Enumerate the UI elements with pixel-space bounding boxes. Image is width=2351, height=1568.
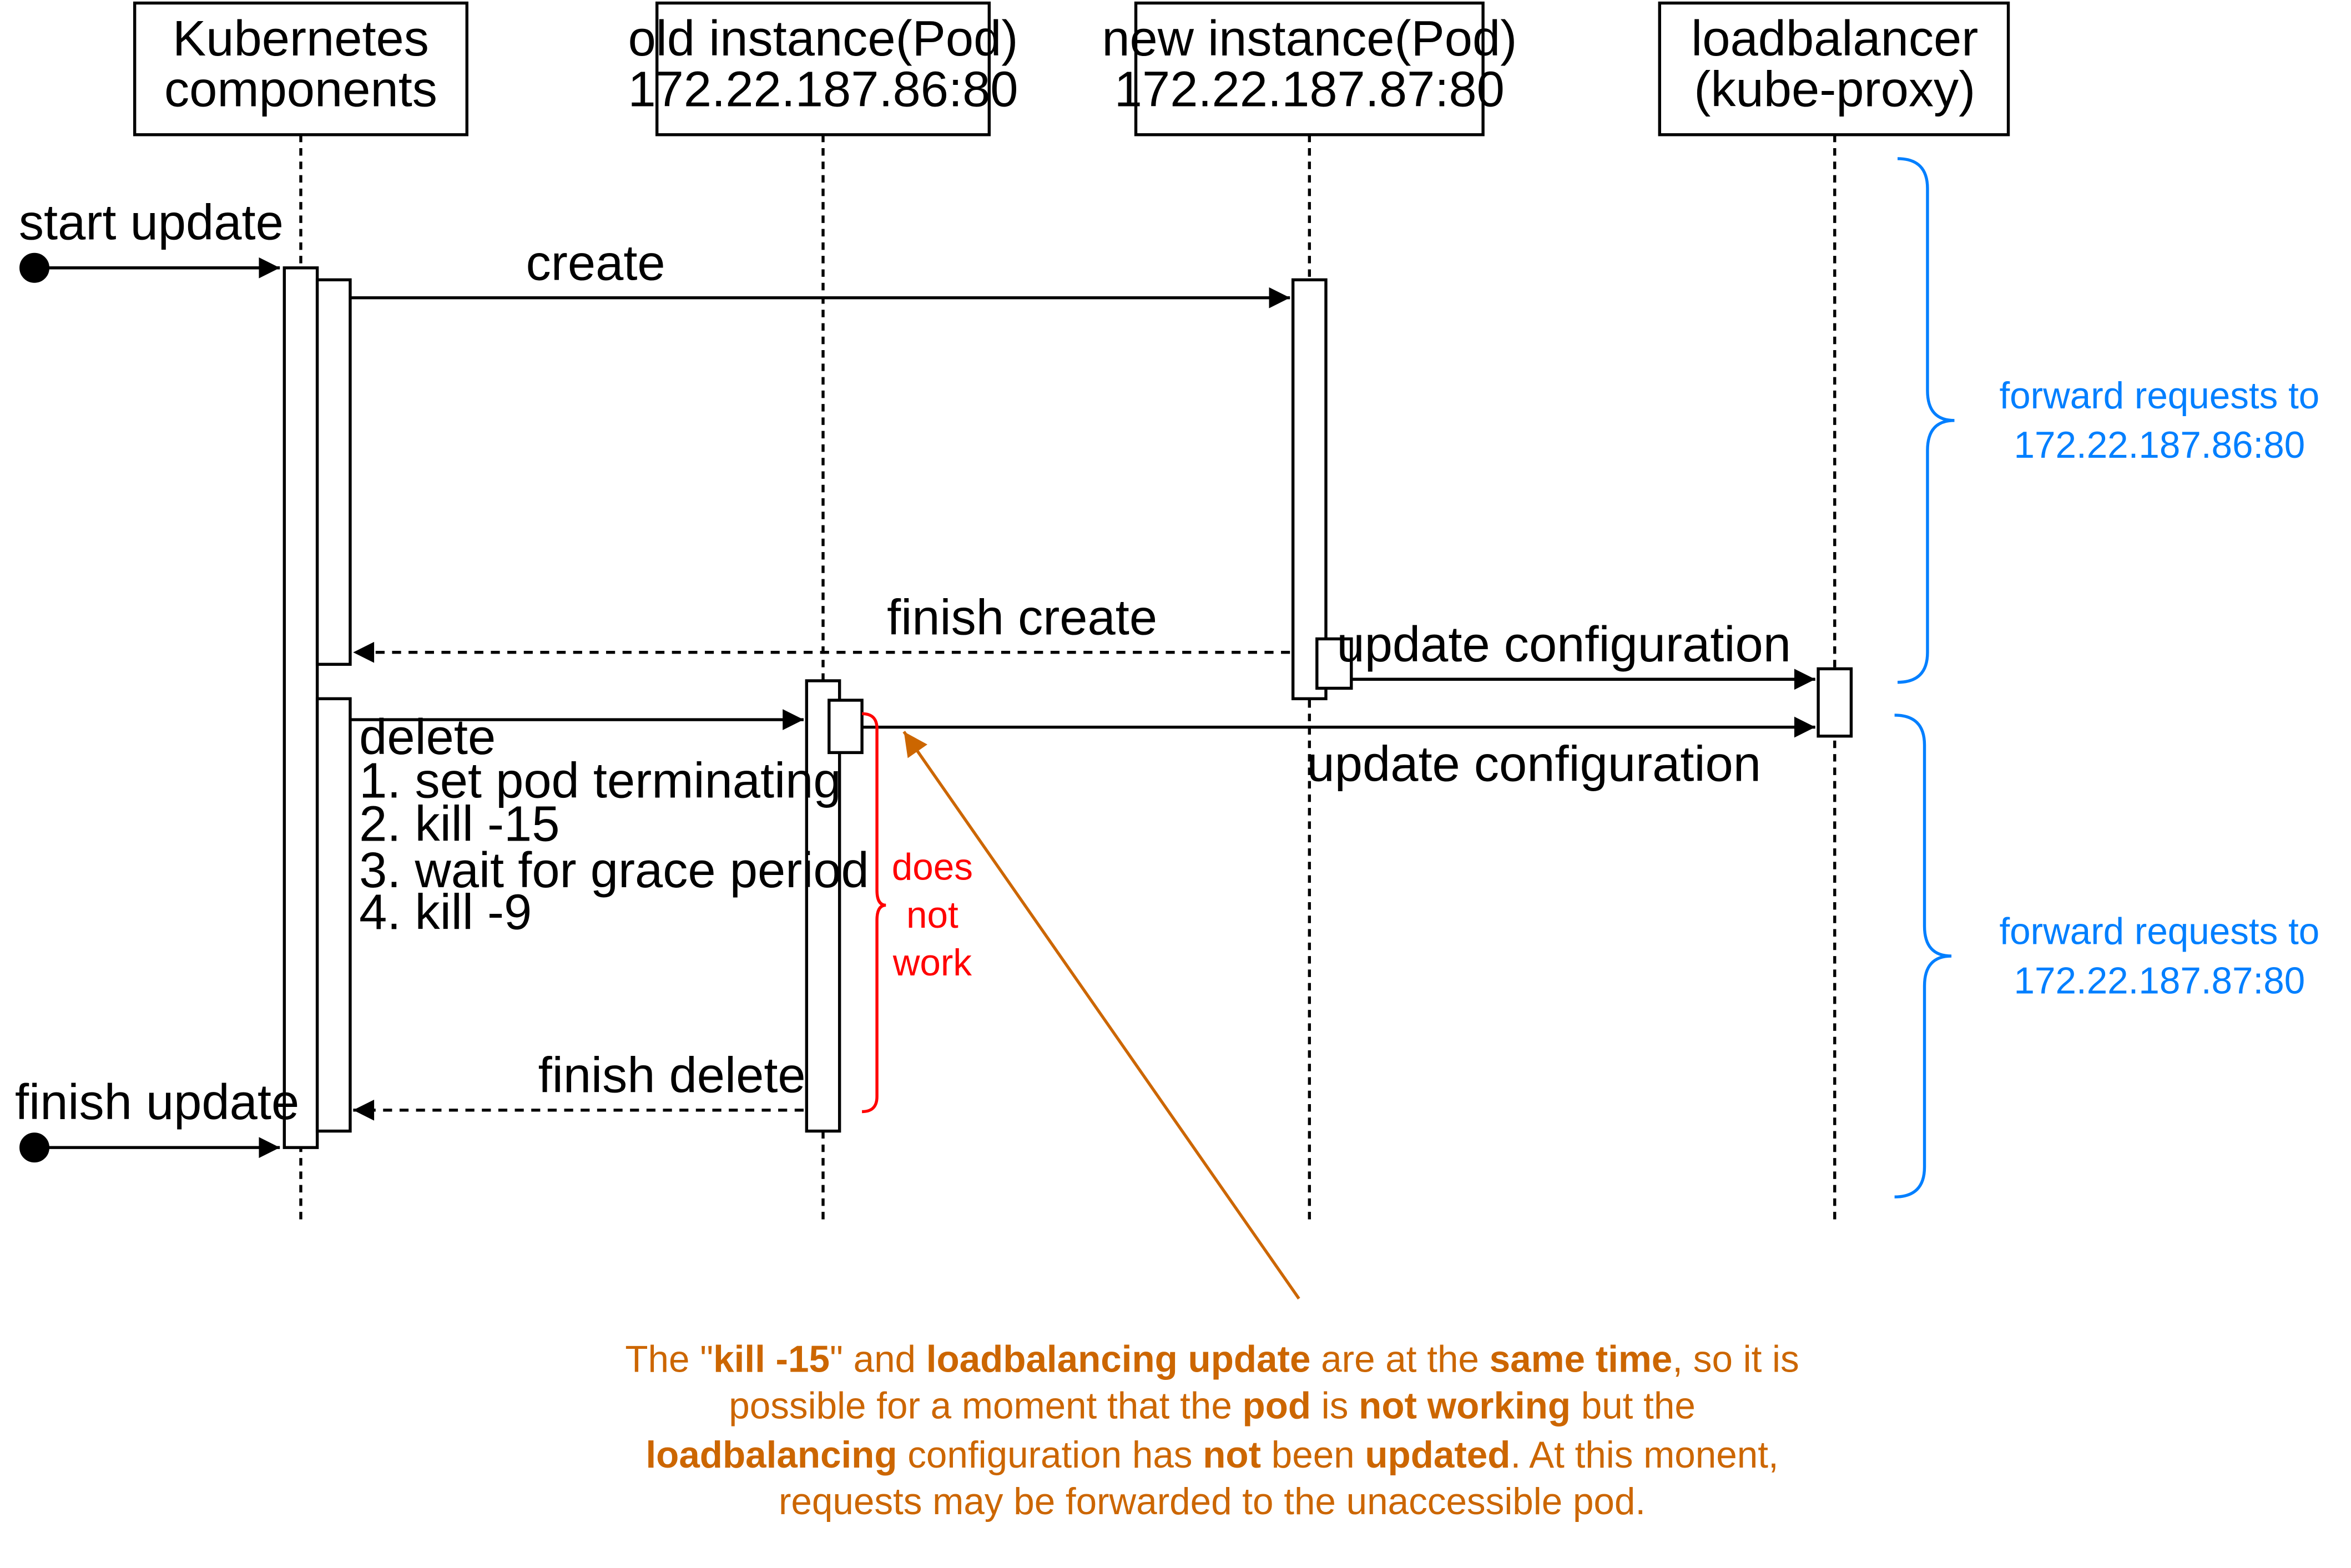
forward-1-line2: 172.22.187.86:80 <box>2014 424 2305 467</box>
delete-step-3: 3. wait for grace period <box>359 842 869 899</box>
does-not-work-line3: work <box>892 942 972 984</box>
does-not-work-label <box>892 847 973 984</box>
note-segment: been <box>1261 1434 1365 1476</box>
note-segment: not working <box>1359 1385 1571 1427</box>
note-segment: possible for a moment that the <box>729 1385 1243 1427</box>
note-line-2 <box>729 1385 1696 1427</box>
note-segment: . At this monent, <box>1510 1434 1779 1476</box>
note-segment: The " <box>625 1338 714 1380</box>
delete-step-2: 2. kill -15 <box>359 796 560 852</box>
activation-new-pod <box>1293 280 1326 699</box>
note-segment: updated <box>1365 1434 1511 1476</box>
participant-loadbalancer <box>1659 3 2008 134</box>
participant-old-pod-line2: 172.22.187.86:80 <box>628 61 1018 118</box>
participant-k8s-line2: components <box>164 61 437 118</box>
note-segment: pod <box>1242 1385 1311 1427</box>
note-segment: are at the <box>1310 1338 1490 1380</box>
forward-brace-bottom <box>1895 715 1951 1197</box>
forward-label-1 <box>1999 375 2319 466</box>
note-segment: but the <box>1571 1385 1696 1427</box>
participant-k8s-line1: Kubernetes <box>173 10 429 67</box>
forward-2-line2: 172.22.187.87:80 <box>2014 960 2305 1002</box>
note-line-3 <box>645 1434 1778 1476</box>
participant-new-pod-line1: new instance(Pod) <box>1102 10 1517 67</box>
note-pointer-arrow <box>904 732 1299 1299</box>
note-line-1 <box>625 1339 1799 1380</box>
note-segment: is <box>1311 1385 1359 1427</box>
update-config-old-label: update configuration <box>1306 736 1762 792</box>
participant-loadbalancer-line2: (kube-proxy) <box>1694 61 1976 118</box>
forward-brace-top <box>1898 159 1954 682</box>
does-not-work-line2: not <box>906 894 958 936</box>
note-segment: kill -15 <box>713 1338 830 1380</box>
note-segment: requests may be forwarded to the unaccessible pod. <box>778 1480 1646 1523</box>
activations <box>284 268 1851 1147</box>
participant-loadbalancer-line1: loadbalancer <box>1691 10 1979 67</box>
delete-label: delete <box>359 709 496 766</box>
finish-create-label: finish create <box>887 589 1158 646</box>
finish-update-label: finish update <box>15 1074 300 1130</box>
participant-new-pod-line2: 172.22.187.87:80 <box>1114 61 1505 118</box>
does-not-work-bracket <box>862 714 886 1111</box>
activation-k8s-delete <box>317 699 350 1131</box>
explanation-note <box>625 1339 1799 1523</box>
activation-k8s-main <box>284 268 317 1147</box>
note-segment: , so it is <box>1672 1338 1799 1380</box>
participant-old-pod-line1: old instance(Pod) <box>628 10 1018 67</box>
note-segment: not <box>1203 1434 1262 1476</box>
activation-old-pod-config <box>829 700 862 752</box>
participant-old-pod <box>628 3 1018 134</box>
note-segment: configuration has <box>897 1434 1203 1476</box>
forward-1-line1: forward requests to <box>1999 375 2320 417</box>
note-segment: same time <box>1489 1338 1673 1380</box>
delete-step-4: 4. kill -9 <box>359 884 532 940</box>
note-line-4 <box>779 1481 1646 1523</box>
participant-k8s <box>135 3 467 134</box>
update-config-new-label: update configuration <box>1336 616 1791 672</box>
participant-new-pod <box>1102 3 1517 134</box>
activation-k8s-create <box>317 280 350 664</box>
note-segment: loadbalancing update <box>926 1338 1311 1380</box>
finish-delete-label: finish delete <box>538 1047 806 1104</box>
forward-label-2 <box>1999 911 2319 1002</box>
does-not-work-line1: does <box>891 846 973 888</box>
create-label: create <box>526 235 665 291</box>
note-segment: " and <box>829 1338 926 1380</box>
activation-loadbalancer <box>1818 669 1851 736</box>
forward-2-line1: forward requests to <box>1999 911 2320 953</box>
delete-step-1: 1. set pod terminating <box>359 752 841 809</box>
note-segment: loadbalancing <box>645 1434 897 1476</box>
start-update-label: start update <box>18 194 284 251</box>
